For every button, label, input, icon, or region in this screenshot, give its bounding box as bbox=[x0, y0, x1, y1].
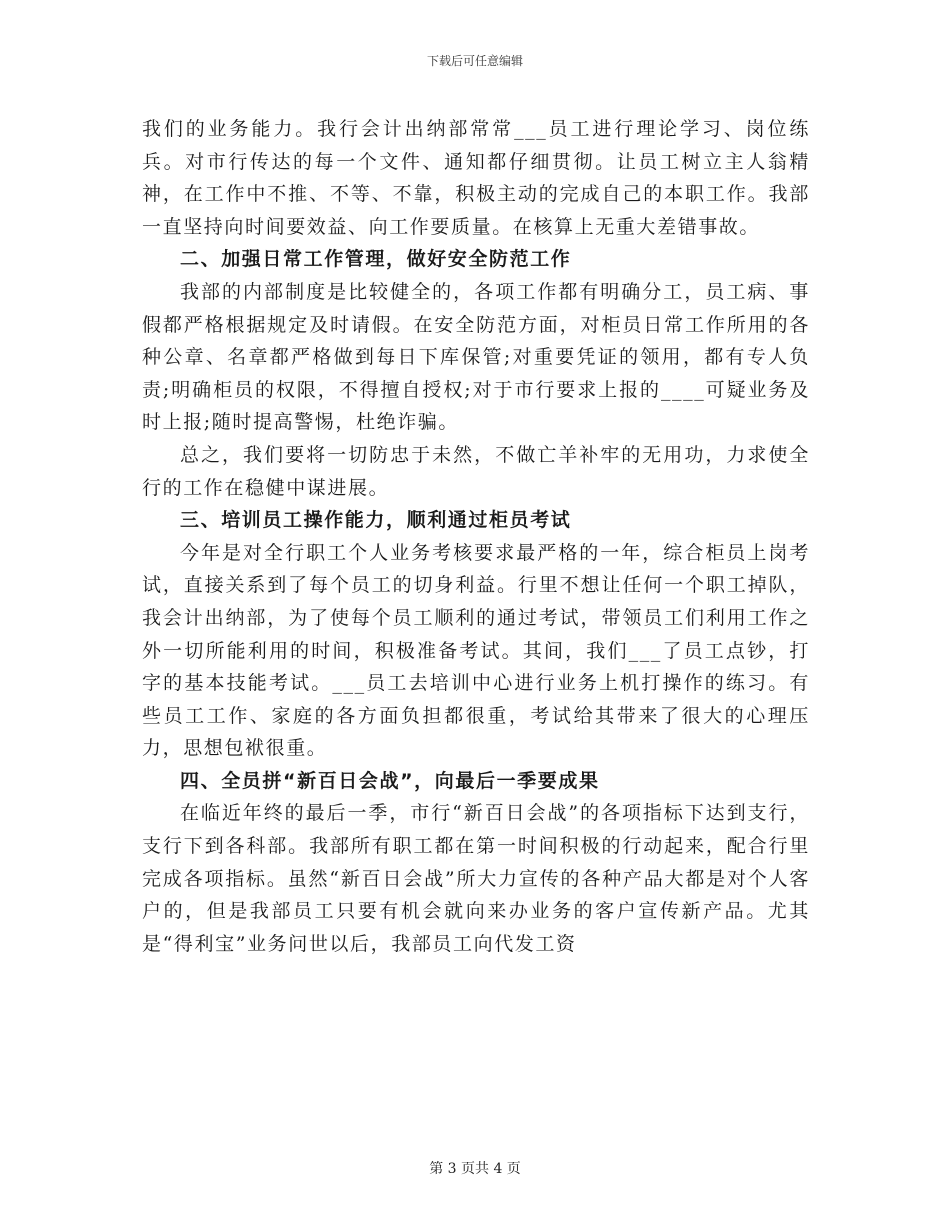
page-footer: 第 3 页共 4 页 bbox=[429, 1161, 521, 1177]
document-body bbox=[142, 113, 810, 960]
paragraph-summary: 总之，我们要将一切防忠于未然，不做亡羊补牢的无用功，力求使全行的工作在稳健中谋进展。 bbox=[142, 443, 810, 499]
section-heading-2: 二、加强日常工作管理，做好安全防范工作 bbox=[180, 248, 572, 271]
paragraph-continuation: 我们的业务能力。我行会计出纳部常常___员工进行理论学习、岗位练兵。对市行传达的每一个文件、通知都仔细贯彻。让员工树立主人翁精神，在工作中不推、不等、不靠，积极主动的完成自己的本职工作。我部一直坚持向时间要效益、向工作要质量。在核算上无重大差错事故。 bbox=[142, 118, 810, 238]
section-heading-4: 四、全员拼“新百日会战”，向最后一季要成果 bbox=[180, 769, 600, 792]
section-heading-3: 三、培训员工操作能力，顺利通过柜员考试 bbox=[180, 509, 572, 532]
paragraph-internal-controls: 我部的内部制度是比较健全的，各项工作都有明确分工，员工病、事假都严格根据规定及时请假。在安全防范方面，对柜员日常工作所用的各种公章、名章都严格做到每日下库保管;对重要凭证的领用，都有专人负责;明确柜员的权限，不得擅自授权;对于市行要求上报的____可疑业务及时上报;随时提高警惕，杜绝诈骗。 bbox=[142, 280, 810, 434]
page-header: 下载后可任意编辑 bbox=[426, 54, 523, 68]
paragraph-campaign: 在临近年终的最后一季，市行“新百日会战”的各项指标下达到支行，支行下到各科部。我部所有职工都在第一时间积极的行动起来，配合行里完成各项指标。虽然“新百日会战”所大力宣传的各种产品大都是对个人客户的，但是我部员工只要有机会就向来办业务的客户宣传新产品。尤其是“得利宝”业务问世以后，我部员工向代发工资 bbox=[142, 802, 810, 955]
paragraph-training: 今年是对全行职工个人业务考核要求最严格的一年，综合柜员上岗考试，直接关系到了每个员工的切身利益。行里不想让任何一个职工掉队，我会计出纳部，为了使每个员工顺利的通过考试，带领员工们利用工作之外一切所能利用的时间，积极准备考试。其间，我们___了员工点钞，打字的基本技能考试。___员工去培训中心进行业务上机打操作的练习。有些员工工作、家庭的各方面负担都很重，考试给其带来了很大的心理压力，思想包袱很重。 bbox=[142, 541, 810, 760]
